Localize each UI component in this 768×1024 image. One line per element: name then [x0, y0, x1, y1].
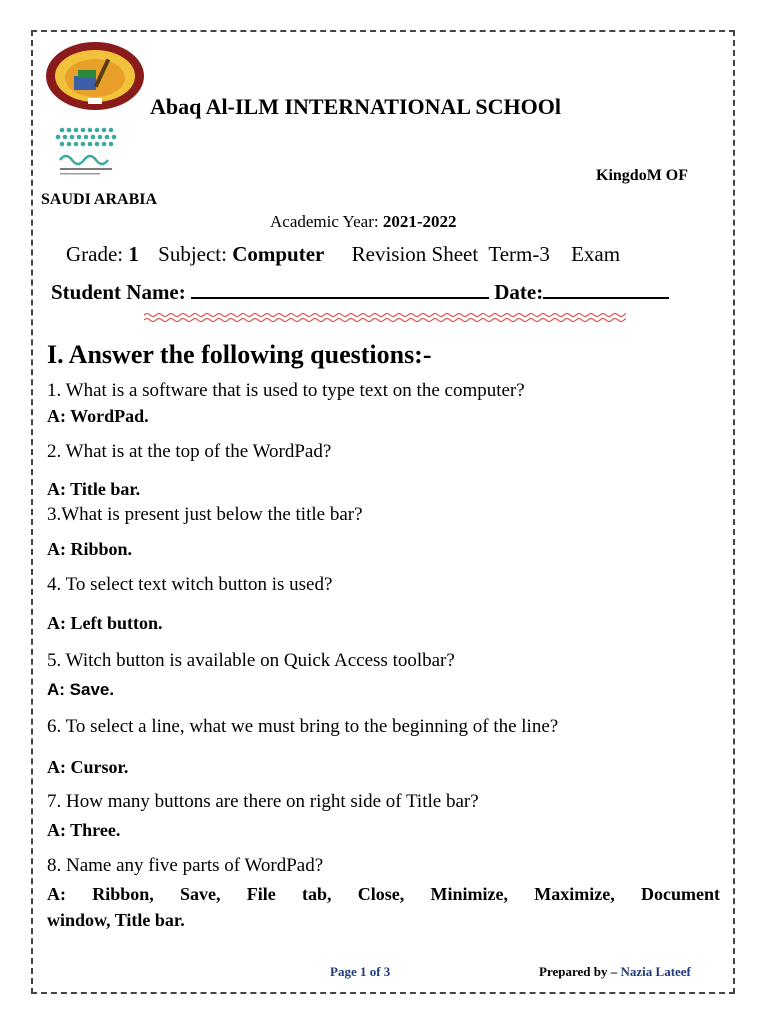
subject-value: Computer — [232, 242, 325, 266]
answer-4: A: Left button. — [47, 613, 163, 633]
school-logo-icon — [44, 40, 146, 112]
decorative-wavy-divider — [144, 312, 626, 324]
answer-7: A: Three. — [47, 820, 121, 840]
answer-8-line-1: A: Ribbon, Save, File tab, Close, Minimize, Maximize, Document — [47, 884, 720, 904]
answer-1: A: WordPad. — [47, 406, 149, 426]
exam: Exam — [571, 242, 621, 266]
academic-year — [270, 212, 457, 232]
ministry-logo-icon — [40, 120, 132, 182]
school-name: Abaq Al-ILM INTERNATIONAL SCHOOl — [150, 94, 561, 119]
answer-5: A: Save. — [47, 680, 115, 699]
student-name-row — [51, 279, 669, 305]
question-2: 2. What is at the top of the WordPad? — [47, 441, 332, 462]
question-7: 7. How many buttons are there on right side of Title bar? — [47, 791, 479, 812]
section-heading: I. Answer the following questions:- — [47, 340, 432, 369]
question-4: 4. To select text witch button is used? — [47, 574, 333, 595]
kingdom-line-1: KingdoM OF — [596, 167, 689, 184]
academic-year-value: 2021-2022 — [382, 212, 457, 231]
sheet-title: Revision Sheet — [351, 242, 479, 266]
page-number: Page 1 of 3 — [330, 964, 391, 979]
question-5: 5. Witch button is available on Quick Access toolbar? — [47, 650, 455, 671]
info-row — [66, 242, 620, 267]
prepared-by-name: Nazia Lateef — [620, 964, 691, 979]
date-label: Date: — [494, 280, 544, 304]
subject-label: Subject: — [158, 242, 233, 266]
question-8: 8. Name any five parts of WordPad? — [47, 855, 324, 876]
grade-value: 1 — [128, 242, 139, 266]
kingdom-line-2: SAUDI ARABIA — [41, 191, 158, 208]
question-1: 1. What is a software that is used to type text on the computer? — [47, 380, 525, 401]
prepared-by-label: Prepared by – — [539, 964, 621, 979]
grade-label: Grade: — [66, 242, 129, 266]
question-6: 6. To select a line, what we must bring to the beginning of the line? — [47, 716, 559, 737]
question-3: 3.What is present just below the title bar? — [47, 504, 363, 525]
answer-3: A: Ribbon. — [47, 539, 133, 559]
student-name-label: Student Name: — [51, 280, 191, 304]
answer-6: A: Cursor. — [47, 757, 129, 777]
student-name-blank — [191, 279, 489, 299]
answer-8-line-2: window, Title bar. — [47, 910, 185, 930]
answer-2: A: Title bar. — [47, 479, 141, 499]
term: Term-3 — [488, 242, 550, 266]
date-blank — [543, 279, 669, 299]
prepared-by — [539, 964, 691, 980]
academic-year-label: Academic Year: — [270, 212, 383, 231]
